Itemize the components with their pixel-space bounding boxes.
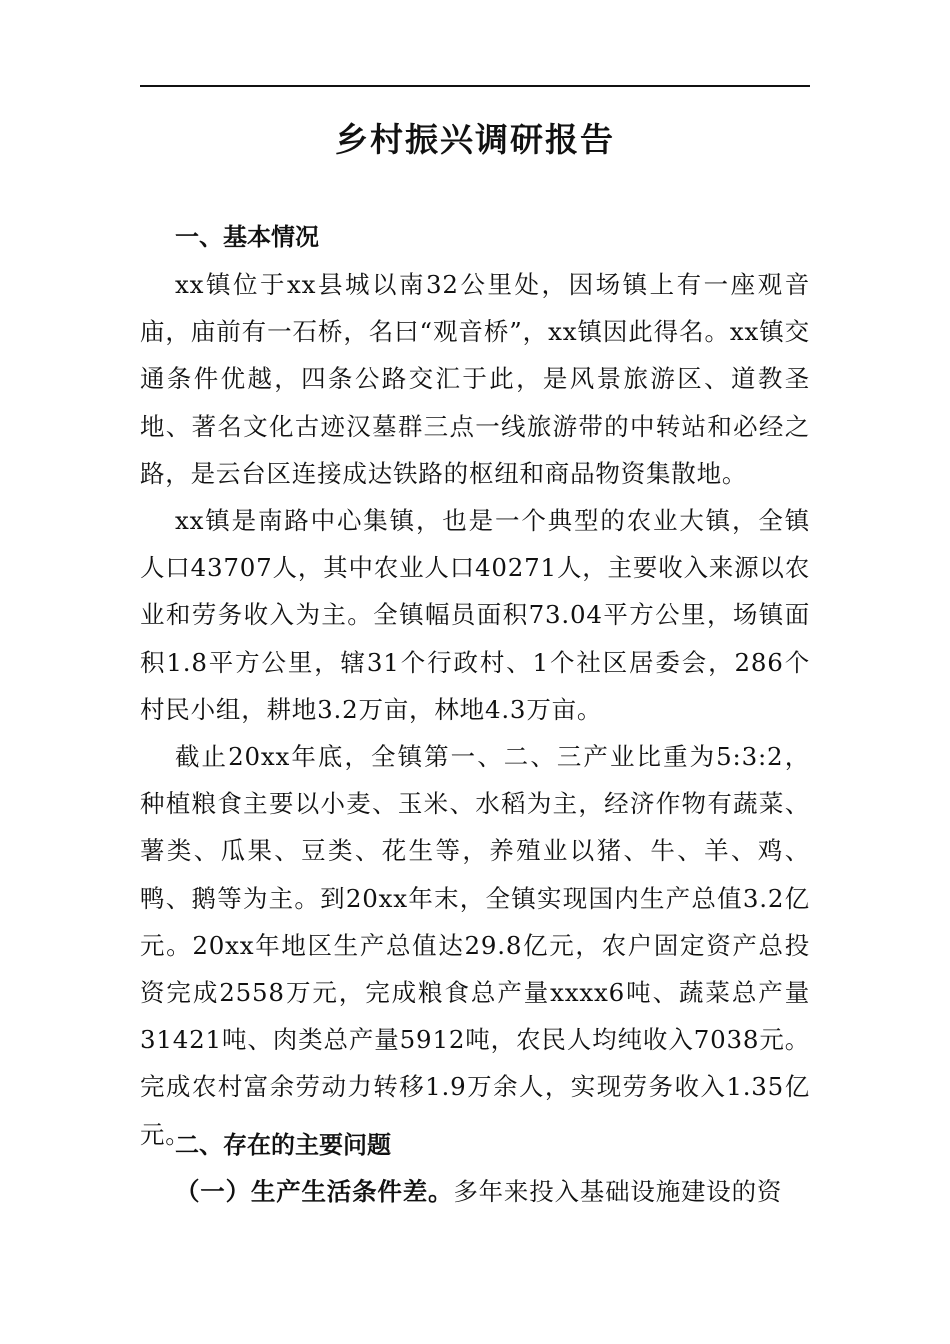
section-heading-basic-situation: 一、基本情况 [175, 223, 319, 251]
paragraph-economy: 截止20xx年底，全镇第一、二、三产业比重为5:3:2，种植粮食主要以小麦、玉米、水稻为主，经济作物有蔬菜、薯类、瓜果、豆类、花生等，养殖业以猪、牛、羊、鸡、鸭、鹅等为主。到20xx年末，全镇实现国内生产总值3.2亿元。20xx年地区生产总值达29.8亿元，农户固定资产总投资完成2558万元，完成粮食总产量xxxx6吨、蔬菜总产量31421吨、肉类总产量5912吨，农民人均纯收入7038元。完成农村富余劳动力转移1.9万余人，实现劳务收入1.35亿元。 [140, 742, 810, 1149]
subheading-production-conditions: （一）生产生活条件差。 [175, 1177, 454, 1206]
section-heading-main-problems: 二、存在的主要问题 [175, 1131, 391, 1159]
paragraph-problem-1 [140, 1168, 810, 1215]
header-rule [140, 85, 810, 87]
paragraph-problem-1-text: 多年来投入基础设施建设的资 [453, 1177, 783, 1206]
paragraph-population: xx镇是南路中心集镇，也是一个典型的农业大镇，全镇人口43707人，其中农业人口40271人，主要收入来源以农业和劳务收入为主。全镇幅员面积73.04平方公里，场镇面积1.8平方公里，辖31个行政村、1个社区居委会，286个村民小组，耕地3.2万亩，林地4.3万亩。 [140, 506, 810, 724]
paragraph-location: xx镇位于xx县城以南32公里处，因场镇上有一座观音庙，庙前有一石桥，名曰“观音桥”，xx镇因此得名。xx镇交通条件优越，四条公路交汇于此，是风景旅游区、道教圣地、著名文化古迹汉墓群三点一线旅游带的中转站和必经之路，是云台区连接成达铁路的枢纽和商品物资集散地。 [140, 270, 810, 488]
document-title: 乡村振兴调研报告 [335, 120, 615, 159]
